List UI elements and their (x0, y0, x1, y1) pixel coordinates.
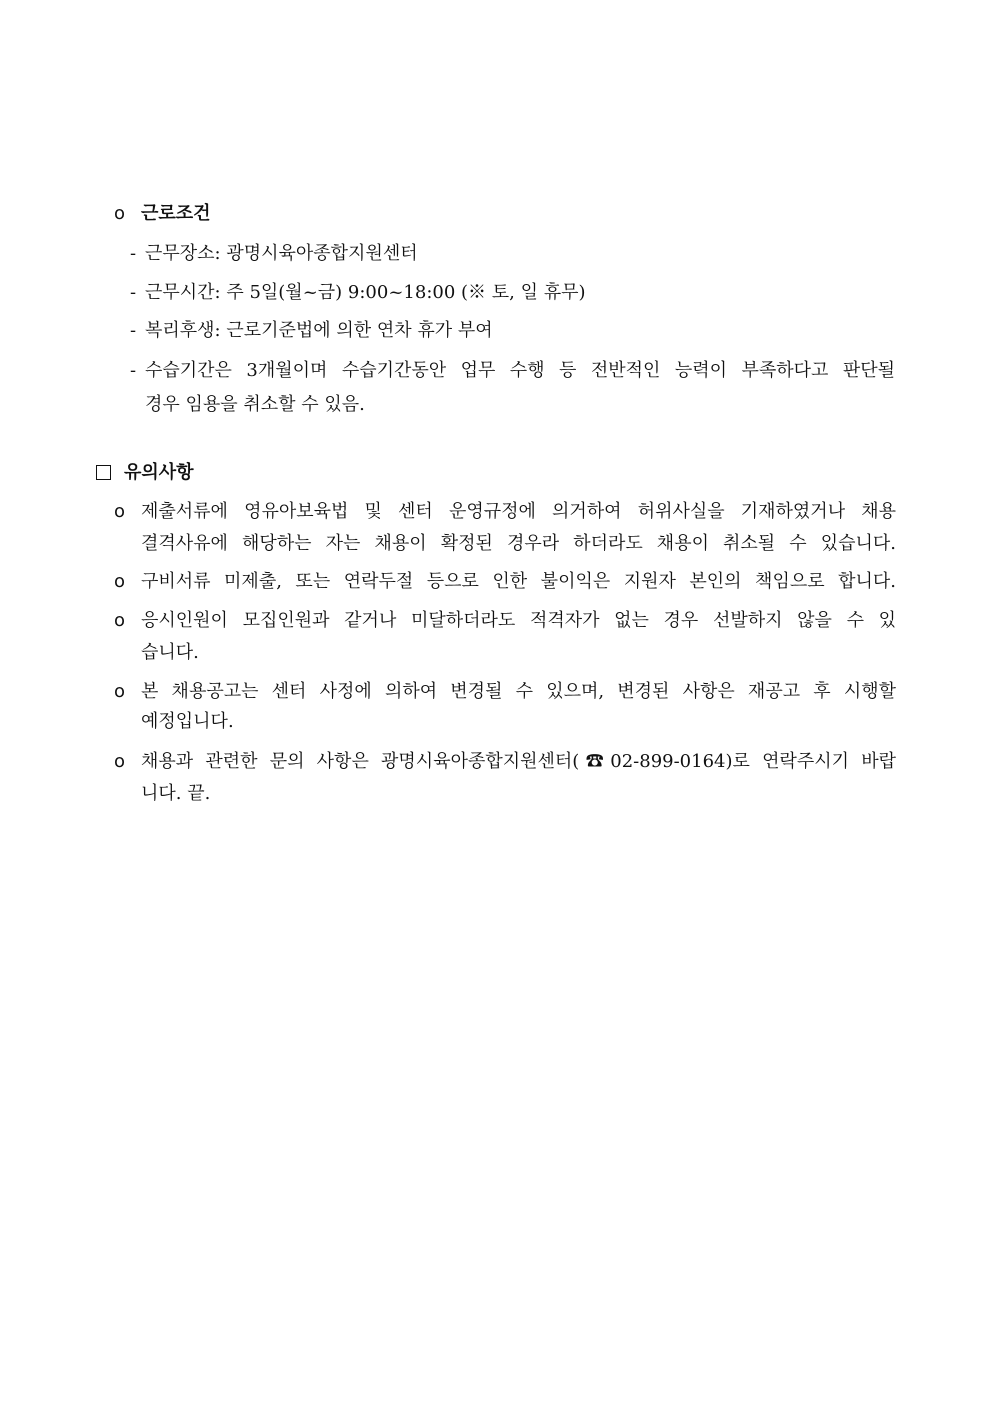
note-bullet: o (114, 751, 126, 772)
note-item-contact-line1: 채용과 관련한 문의 사항은 광명시육아종합지원센터(☎02-899-0164)로 연락주시기 바랍 (141, 751, 896, 772)
section-heading-notes: 유의사항 (124, 462, 194, 483)
note-item-contact-line2: 니다. 끝. (141, 783, 211, 804)
note-bullet: o (114, 610, 126, 631)
list-item-work-hours: 근무시간: 주 5일(월~금) 9:00~18:00 (※ 토, 일 휴무) (145, 282, 586, 303)
note-item-false-info-line2: 결격사유에 해당하는 자는 채용이 확정된 경우라 하더라도 채용이 취소될 수 있습니다. (141, 533, 896, 554)
list-item-probation-line2: 경우 임용을 취소할 수 있음. (145, 394, 365, 415)
list-dash: - (130, 243, 137, 264)
note-item-changes-line1: 본 채용공고는 센터 사정에 의하여 변경될 수 있으며, 변경된 사항은 재공고 후 시행할 (141, 681, 896, 702)
note-item-false-info-line1: 제출서류에 영유아보육법 및 센터 운영규정에 의거하여 허위사실을 기재하였거나 채용 (141, 501, 896, 522)
list-dash: - (130, 320, 137, 341)
note-bullet: o (114, 681, 126, 702)
note-item-no-selection-line1: 응시인원이 모집인원과 같거나 미달하더라도 적격자가 없는 경우 선발하지 않을 수 있 (141, 610, 896, 631)
list-dash: - (130, 360, 137, 381)
note-bullet: o (114, 571, 126, 592)
note-item-changes-line2: 예정입니다. (141, 711, 234, 732)
list-item-workplace: 근무장소: 광명시육아종합지원센터 (145, 243, 418, 264)
list-item-probation-line1: 수습기간은 3개월이며 수습기간동안 업무 수행 등 전반적인 능력이 부족하다고 판단될 (145, 360, 895, 381)
list-item-benefits: 복리후생: 근로기준법에 의한 연차 휴가 부여 (145, 320, 493, 341)
note-item-no-selection-line2: 습니다. (141, 642, 199, 663)
checkbox-square-icon (96, 465, 111, 480)
section-heading-working-conditions: 근로조건 (141, 203, 211, 224)
section-bullet: o (114, 203, 126, 224)
note-item-responsibility: 구비서류 미제출, 또는 연락두절 등으로 인한 불이익은 지원자 본인의 책임으로 합니다. (141, 571, 896, 592)
list-dash: - (130, 282, 137, 303)
note-bullet: o (114, 501, 126, 522)
